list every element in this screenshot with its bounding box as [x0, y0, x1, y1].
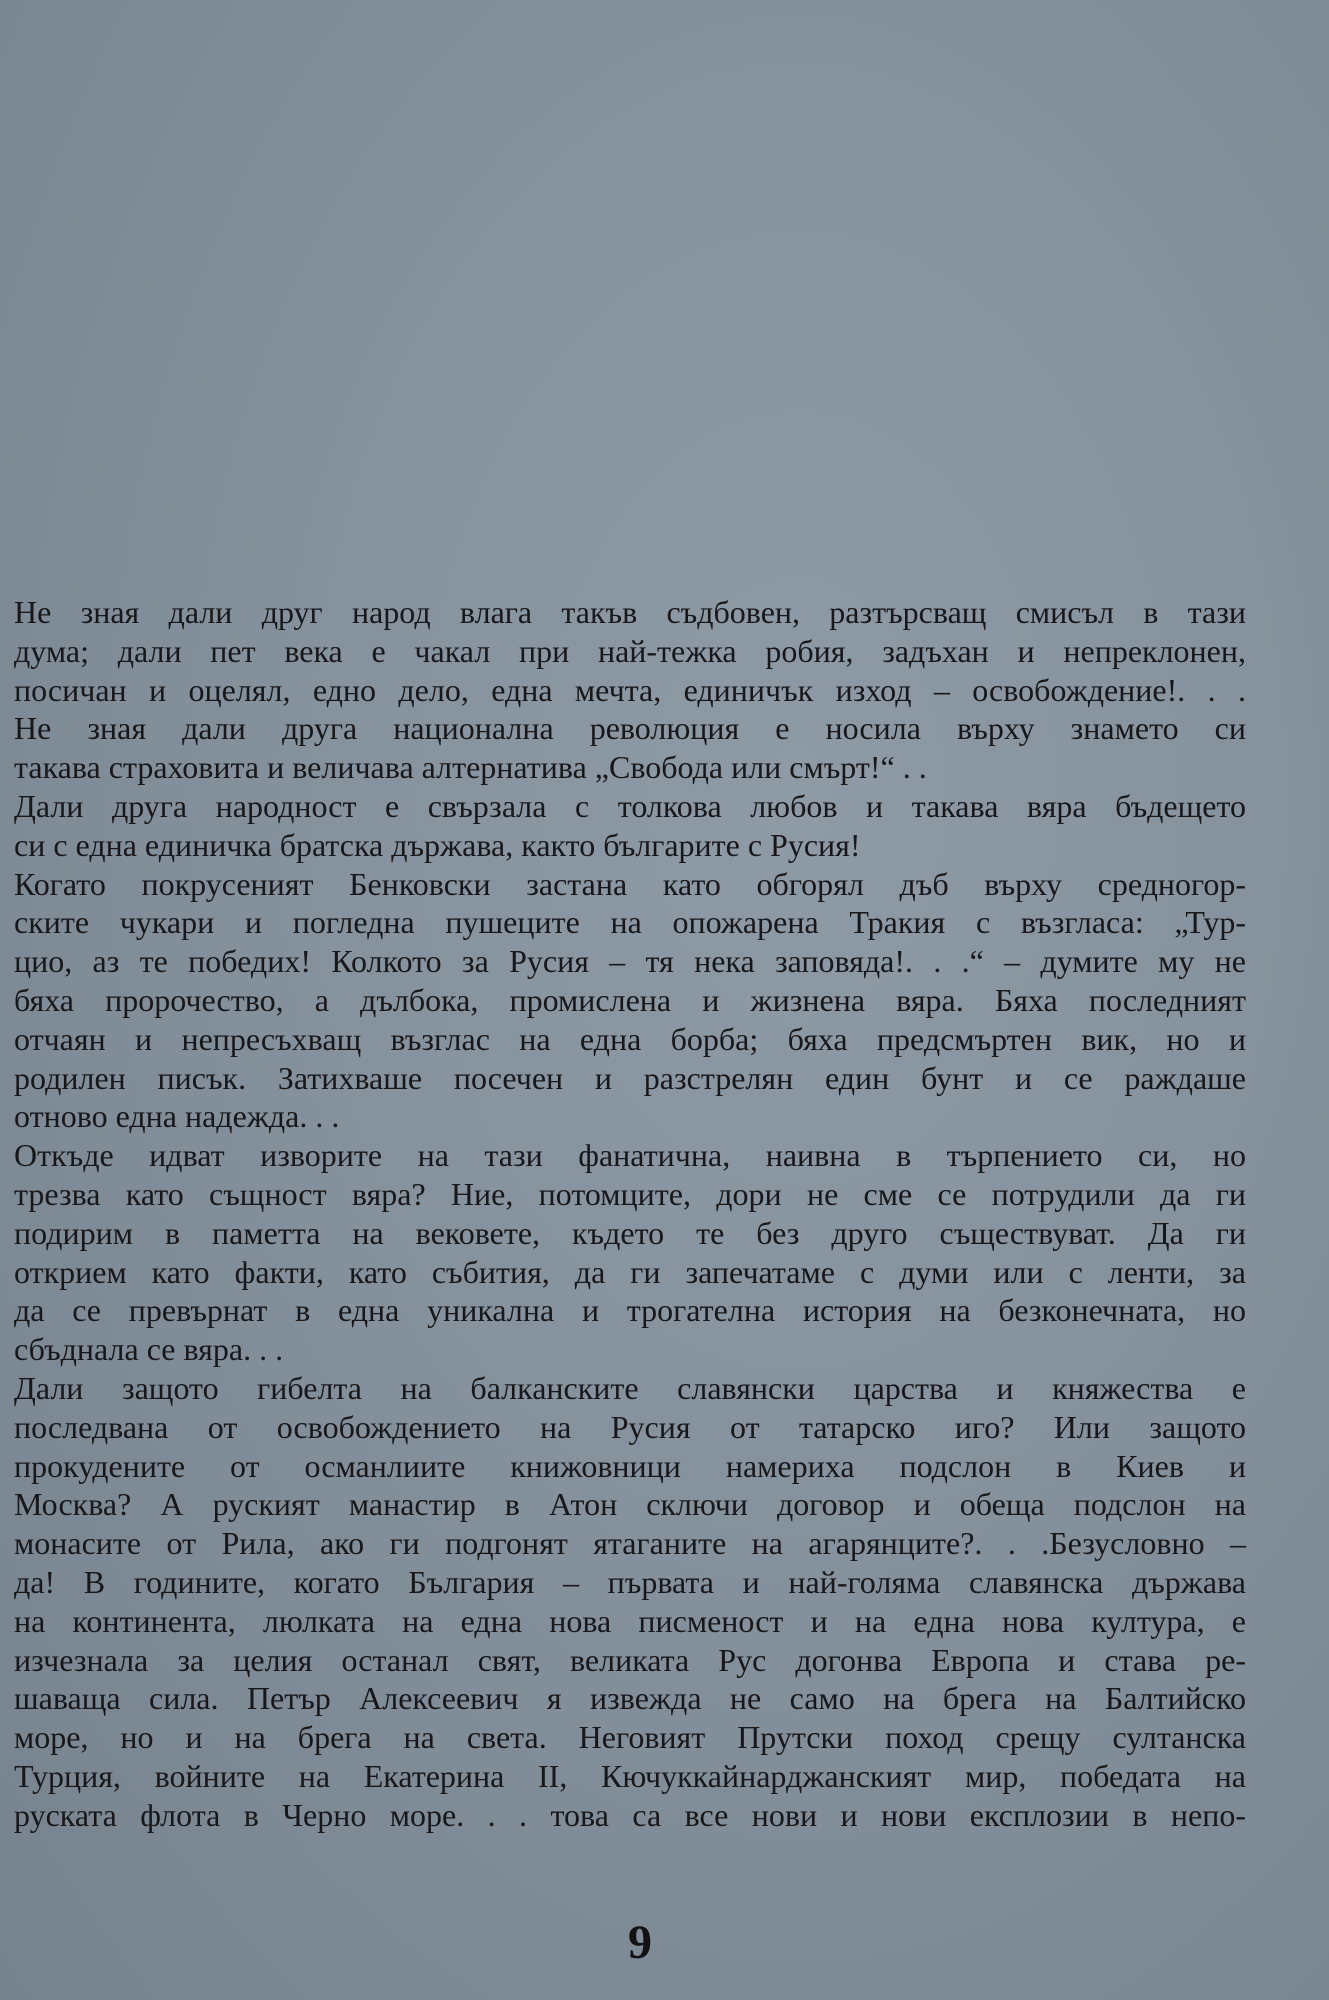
- text-line: Дали друга народност е свързала с толкова любов и такава вяра бъдещето: [14, 787, 1246, 824]
- text-line: монасите от Рила, ако ги подгонят ятаганите на агарянците?. . .Безусловно –: [14, 1525, 1246, 1562]
- text-line: руската флота в Черно море. . . това са все нови и нови експлозии в непо-: [14, 1796, 1246, 1833]
- text-line: родилен писък. Затихваше посечен и разстрелян един бунт и се раждаше: [14, 1059, 1246, 1096]
- text-line: трезва като същност вяра? Ние, потомците, дори не сме се потрудили да ги: [14, 1175, 1246, 1212]
- text-line: да се превърнат в една уникална и трогателна история на безконечната, но: [14, 1292, 1246, 1329]
- text-line: Не зная дали друг народ влага такъв съдбовен, разтърсващ смисъл в тази: [14, 594, 1246, 630]
- text-line: Дали защото гибелта на балканските славянски царства и княжества е: [14, 1369, 1246, 1406]
- text-line: шаваща сила. Петър Алексеевич я извежда не само на брега на Балтийско: [14, 1680, 1246, 1717]
- text-line: последвана от освобождението на Русия от татарско иго? Или защото: [14, 1408, 1246, 1445]
- text-line: подирим в паметта на вековете, където те без друго съществуват. Да ги: [14, 1214, 1246, 1251]
- text-line: на континента, люлката на една нова писменост и на една нова култура, е: [14, 1602, 1246, 1639]
- text-line: изчезнала за целия останал свят, великата Рус догонва Европа и става ре-: [14, 1641, 1246, 1678]
- text-line: Москва? А руският манастир в Атон сключи договор и обеща подслон на: [14, 1486, 1246, 1523]
- text-line: открием като факти, като събития, да ги запечатаме с думи или с ленти, за: [14, 1253, 1246, 1290]
- text-line: Турция, войните на Екатерина II, Кючуккайнарджанският мир, победата на: [14, 1757, 1246, 1794]
- text-line: прокудените от османлиите книжовници намериха подслон в Киев и: [14, 1447, 1246, 1484]
- text-line: Не зная дали друга национална революция е носила върху знамето си: [14, 710, 1246, 747]
- text-line: сбъднала се вяра. . .: [14, 1331, 284, 1368]
- page-number: 9: [628, 1916, 652, 1969]
- text-line: отново една надежда. . .: [14, 1098, 340, 1135]
- text-line: море, но и на брега на света. Неговият Прутски поход срещу султанска: [14, 1719, 1246, 1756]
- text-line: си с една единичка братска държава, както българите с Русия!: [14, 826, 861, 863]
- text-line: бяха пророчество, а дълбока, промислена и жизнена вяра. Бяха последният: [14, 981, 1246, 1018]
- text-line: ските чукари и погледна пушеците на опожарена Тракия с възгласа: „Тур-: [14, 904, 1246, 941]
- text-line: Откъде идват изворите на тази фанатична, наивна в търпението си, но: [14, 1137, 1246, 1174]
- text-line: дума; дали пет века е чакал при най-тежка робия, задъхан и непреклонен,: [14, 632, 1246, 669]
- text-line: Когато покрусеният Бенковски застана като обгорял дъб върху средногор-: [14, 865, 1246, 902]
- text-line: такава страховита и величава алтернатива „Свобода или смърт!“ . .: [14, 749, 927, 786]
- text-line: цио, аз те победих! Колкото за Русия – тя нека заповяда!. . .“ – думите му не: [14, 943, 1246, 980]
- text-line: посичан и оцелял, едно дело, една мечта, единичък изход – освобождение!. . .: [14, 671, 1246, 708]
- body-text: [14, 593, 1246, 1835]
- text-line: да! В годините, когато България – първата и най-голяма славянска държава: [14, 1563, 1246, 1600]
- text-line: отчаян и непресъхващ възглас на една борба; бяха предсмъртен вик, но и: [14, 1020, 1246, 1057]
